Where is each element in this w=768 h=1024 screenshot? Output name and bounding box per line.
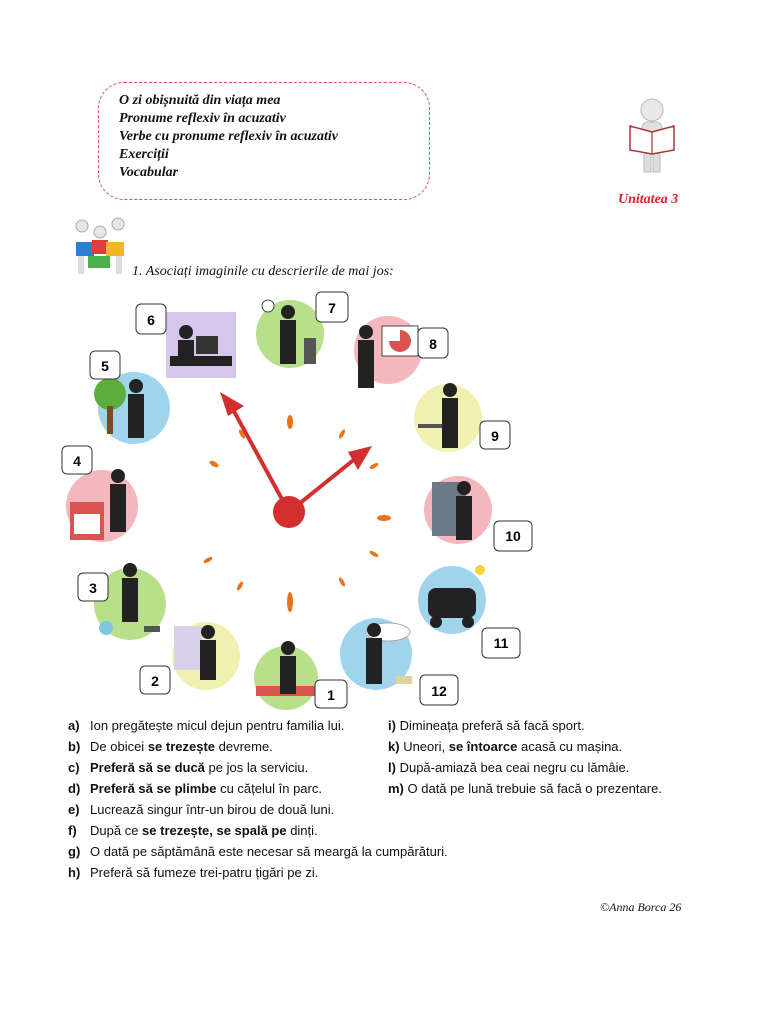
clock-number-8: 8	[429, 336, 437, 352]
item-text: se trezește, se spală pe	[142, 823, 287, 838]
item-text: Lucrează singur într-un birou de două luni.	[90, 802, 335, 817]
clock-number-7: 7	[328, 300, 336, 316]
scene-5	[94, 372, 170, 444]
scene-4	[66, 469, 138, 542]
topic-line: Verbe cu pronume reflexiv în acuzativ	[119, 129, 338, 144]
reader-figure-icon	[612, 96, 692, 176]
scene-6	[166, 312, 236, 378]
item-text: După-amiază bea ceai negru cu lămâie.	[399, 760, 630, 775]
description-item	[68, 739, 273, 754]
item-letter: b)	[68, 739, 81, 754]
item-text: Dimineața preferă să facă sport.	[399, 718, 585, 733]
scene-12	[340, 618, 412, 690]
topics-box	[98, 82, 430, 200]
item-letter: m)	[388, 781, 404, 796]
item-letter: e)	[68, 802, 80, 817]
unit-label: Unitatea 3	[618, 192, 679, 207]
exercise-instruction: 1. Asociați imaginile cu descrierile de mai jos:	[132, 264, 394, 279]
description-item	[388, 781, 662, 796]
clock-number-1: 1	[327, 687, 335, 703]
topic-line: Vocabular	[119, 165, 179, 180]
scene-2	[172, 622, 240, 690]
description-item	[68, 781, 322, 796]
clock-number-5: 5	[101, 358, 109, 374]
clock-center	[273, 496, 305, 528]
clock-number-2: 2	[151, 673, 159, 689]
clock-number-4: 4	[73, 453, 81, 469]
item-letter: l)	[388, 760, 396, 775]
item-text: se întoarce	[448, 739, 518, 754]
clock-number-12: 12	[431, 683, 447, 699]
clock-number-6: 6	[147, 312, 155, 328]
item-text: De obicei	[90, 739, 148, 754]
item-text: Uneori,	[403, 739, 449, 754]
item-letter: i)	[388, 718, 396, 733]
description-item	[68, 802, 334, 817]
clock-number-9: 9	[491, 428, 499, 444]
item-text: cu cățelul în parc.	[216, 781, 322, 796]
scene-1	[254, 641, 318, 710]
scene-11	[418, 565, 486, 634]
hour-hand	[230, 404, 289, 512]
clock-illustration	[58, 288, 548, 720]
copyright-note: ©Anna Borca 26	[600, 900, 682, 914]
item-letter: k)	[388, 739, 400, 754]
topic-line: Pronume reflexiv în acuzativ	[119, 111, 286, 126]
item-letter: d)	[68, 781, 81, 796]
description-item	[388, 760, 629, 775]
item-text: Preferă să fumeze trei-patru țigări pe zi.	[90, 865, 319, 880]
scene-10	[424, 476, 492, 544]
item-text: devreme.	[215, 739, 273, 754]
item-letter: f)	[68, 823, 77, 838]
item-text: dinți.	[286, 823, 318, 838]
scene-7	[256, 300, 324, 368]
item-text: O dată pe lună trebuie să facă o prezentare.	[407, 781, 662, 796]
topic-line: O zi obișnuită din viața mea	[119, 93, 281, 108]
item-text: După ce	[90, 823, 143, 838]
item-letter: c)	[68, 760, 80, 775]
item-letter: a)	[68, 718, 80, 733]
item-text: pe jos la serviciu.	[204, 760, 309, 775]
scene-8	[354, 316, 422, 388]
description-item	[68, 844, 448, 859]
puzzle-team-icon	[66, 212, 134, 280]
item-letter: h)	[68, 865, 81, 880]
description-item	[68, 865, 318, 880]
item-text: Preferă să se plimbe	[90, 781, 217, 796]
description-item	[68, 718, 344, 733]
item-letter: g)	[68, 844, 81, 859]
item-text: acasă cu mașina.	[517, 739, 623, 754]
item-text: Preferă să se ducă	[90, 760, 205, 775]
clock-number-10: 10	[505, 528, 521, 544]
clock-number-3: 3	[89, 580, 97, 596]
clock-number-11: 11	[493, 635, 509, 651]
description-item	[68, 760, 308, 775]
item-text: Ion pregătește micul dejun pentru familia lui.	[90, 718, 345, 733]
scene-9	[414, 383, 482, 452]
item-text: O dată pe săptămână este necesar să meargă la cumpărături.	[90, 844, 448, 859]
topic-line: Exerciții	[119, 147, 169, 162]
description-item	[68, 823, 318, 838]
item-text: se trezește	[147, 739, 216, 754]
description-item	[388, 739, 622, 754]
description-item	[388, 718, 585, 733]
